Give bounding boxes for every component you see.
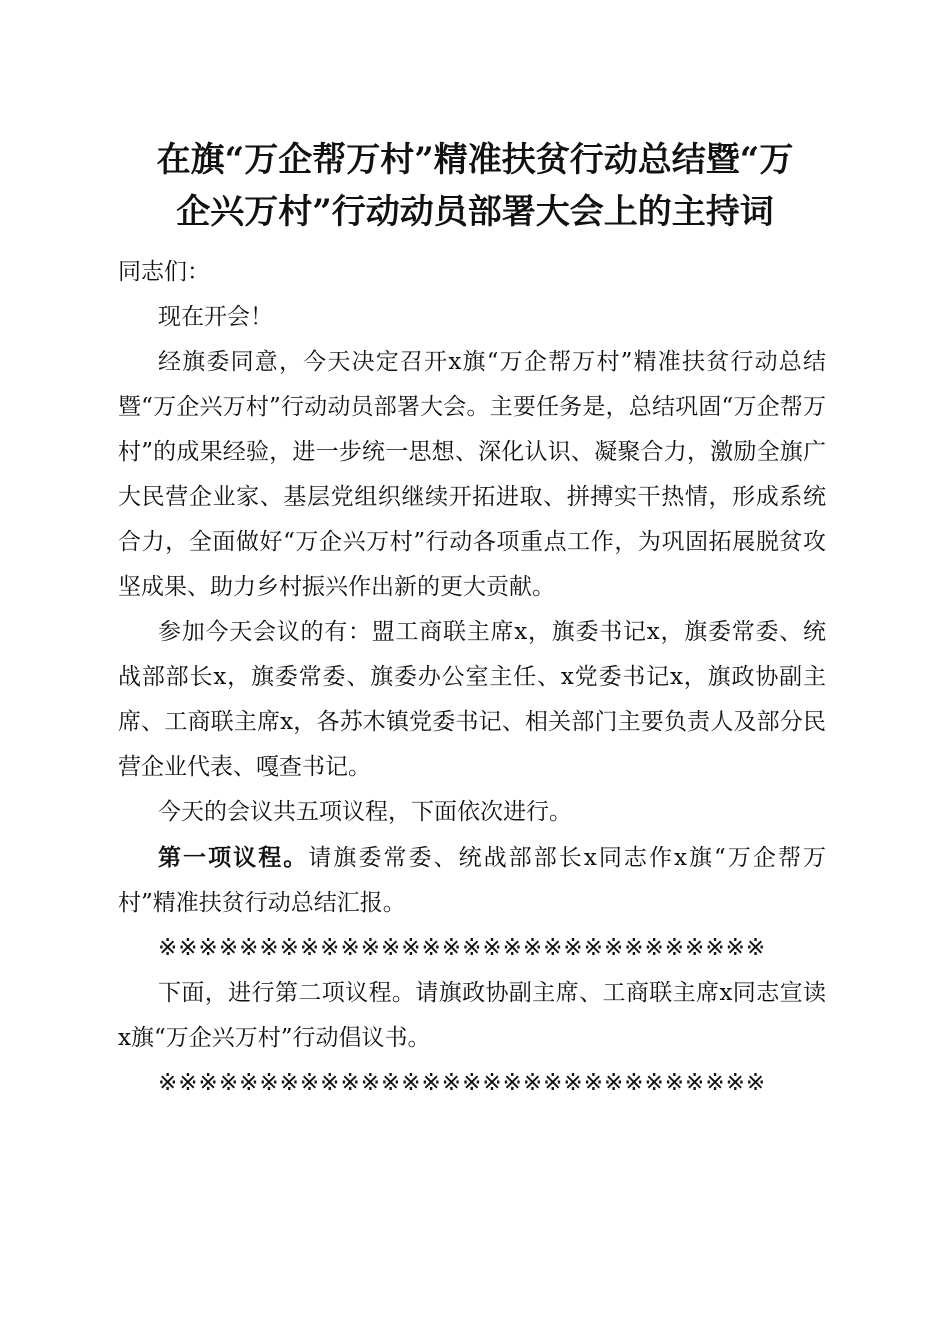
paragraph-opening: 现在开会！ xyxy=(158,304,273,330)
paragraph-attendees: 参加今天会议的有：盟工商联主席x，旗委书记x，旗委常委、统战部部长x，旗委常委、旗委办公室主任、x党委书记x，旗政协副主席、工商联主席x，各苏木镇党委书记、相关部门主要负责人及部分民营企业代表、嘎查书记。 xyxy=(118,619,826,780)
separator-2: ※※※※※※※※※※※※※※※※※※※※※※※※※※※※※※ xyxy=(158,1070,767,1096)
document-body xyxy=(118,250,826,1106)
document-title xyxy=(100,134,850,238)
separator-1: ※※※※※※※※※※※※※※※※※※※※※※※※※※※※※※ xyxy=(158,935,767,961)
paragraph-agenda-2: 下面，进行第二项议程。请旗政协副主席、工商联主席x同志宣读x旗“万企兴万村”行动倡议书。 xyxy=(118,980,826,1051)
greeting: 同志们： xyxy=(118,259,210,285)
title-line-2: 企兴万村”行动动员部署大会上的主持词 xyxy=(176,192,774,232)
paragraph-purpose: 经旗委同意，今天决定召开x旗“万企帮万村”精准扶贫行动总结暨“万企兴万村”行动动员部署大会。主要任务是，总结巩固“万企帮万村”的成果经验，进一步统一思想、深化认识、凝聚合力，激励全旗广大民营企业家、基层党组织继续开拓进取、拼搏实干热情，形成系统合力，全面做好“万企兴万村”行动各项重点工作，为巩固拓展脱贫攻坚成果、助力乡村振兴作出新的更大贡献。 xyxy=(118,349,826,600)
agenda-1-text: 请旗委常委、统战部部长x同志作x旗“万企帮万村”精准扶贫行动总结汇报。 xyxy=(118,845,827,916)
title-line-1: 在旗“万企帮万村”精准扶贫行动总结暨“万 xyxy=(156,140,794,180)
paragraph-agenda-1 xyxy=(118,835,826,926)
agenda-1-lead: 第一项议程。 xyxy=(158,844,309,871)
paragraph-agenda-intro: 今天的会议共五项议程，下面依次进行。 xyxy=(158,799,572,825)
